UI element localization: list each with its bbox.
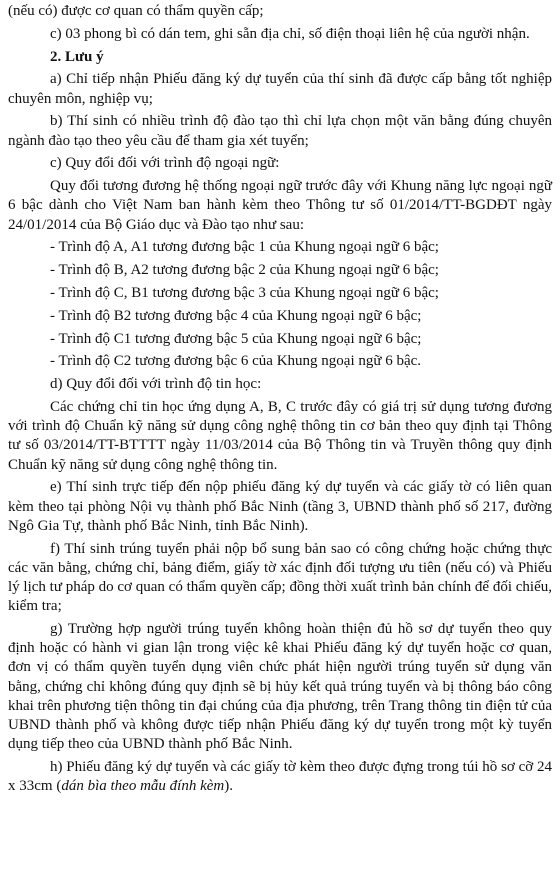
- note-g: g) Trường hợp người trúng tuyển không hoàn thiện đủ hồ sơ dự tuyển theo quy định hoặc có hành vi gian lận trong việc kê khai Phiếu đăng ký dự tuyển hoặc cơ quan, đơn vị có thẩm quyền tuyển dụng viên chức phát hiện người trúng tuyển sử dụng văn bằng, chứng chỉ không đúng quy định sẽ bị hủy kết quả trúng tuyển và bị thông báo công khai trên phương tiện thông tin đại chúng của địa phương, trên Trang thông tin điện tử của UBND thành phố và không được tiếp nhận Phiếu đăng ký dự tuyển trong một kỳ tuyển dụng tiếp theo của UBND thành phố Bắc Ninh.: [8, 620, 552, 753]
- language-level-6: - Trình độ C2 tương đương bậc 6 của Khung ngoại ngữ 6 bậc.: [50, 353, 422, 370]
- language-level-2: - Trình độ B, A2 tương đương bậc 2 của Khung ngoại ngữ 6 bậc;: [50, 262, 439, 279]
- language-level-5: - Trình độ C1 tương đương bậc 5 của Khung ngoại ngữ 6 bậc;: [50, 330, 422, 347]
- language-level-4: - Trình độ B2 tương đương bậc 4 của Khung ngoại ngữ 6 bậc;: [50, 307, 422, 324]
- note-h-end: ).: [224, 778, 233, 795]
- note-c-title: c) Quy đổi đối với trình độ ngoại ngữ:: [50, 155, 280, 172]
- language-level-3: - Trình độ C, B1 tương đương bậc 3 của Khung ngoại ngữ 6 bậc;: [50, 284, 439, 301]
- note-d-title: d) Quy đổi đối với trình độ tin học:: [50, 376, 262, 393]
- note-e: e) Thí sinh trực tiếp đến nộp phiếu đăng ký dự tuyển và các giấy tờ có liên quan kèm theo tại phòng Nội vụ thành phố Bắc Ninh (tầng 3, UBND thành phố số 217, đường Ngô Gia Tự, thành phố Bắc Ninh, tỉnh Bắc Ninh).: [8, 479, 552, 534]
- note-f: f) Thí sinh trúng tuyển phải nộp bổ sung bản sao có công chứng hoặc chứng thực các văn bằng, chứng chỉ, bảng điểm, giấy tờ xác định đối tượng ưu tiên (nếu có) và Phiếu lý lịch tư pháp do cơ quan có thẩm quyền cấp; đồng thời xuất trình bản chính để đối chiếu, kiểm tra;: [8, 540, 552, 615]
- note-b: b) Thí sinh có nhiều trình độ đào tạo thì chỉ lựa chọn một văn bằng đúng chuyên ngành đào tạo theo yêu cầu để tham gia xét tuyển;: [8, 113, 552, 149]
- note-c-intro: Quy đổi tương đương hệ thống ngoại ngữ trước đây với Khung năng lực ngoại ngữ 6 bậc dành cho Việt Nam ban hành kèm theo Thông tư số 01/2014/TT-BGDĐT ngày 24/01/2014 của Bộ Giáo dục và Đào tạo như sau:: [8, 178, 552, 233]
- note-h-italic: dán bìa theo mẫu đính kèm: [61, 778, 225, 795]
- paragraph-continuation: (nếu có) được cơ quan có thẩm quyền cấp;: [8, 3, 264, 19]
- note-a: a) Chỉ tiếp nhận Phiếu đăng ký dự tuyển của thí sinh đã được cấp bằng tốt nghiệp chuyên môn, nghiệp vụ;: [8, 71, 552, 107]
- note-h-text: h) Phiếu đăng ký dự tuyển và các giấy tờ kèm theo được đựng trong túi hồ sơ cỡ 24 x 33cm (: [8, 759, 552, 795]
- language-level-1: - Trình độ A, A1 tương đương bậc 1 của Khung ngoại ngữ 6 bậc;: [50, 239, 439, 256]
- section-heading: 2. Lưu ý: [50, 48, 104, 65]
- note-d-body: Các chứng chỉ tin học ứng dụng A, B, C trước đây có giá trị sử dụng tương đương với trình độ Chuẩn kỹ năng sử dụng công nghệ thông tin cơ bản theo quy định tại Thông tư số 03/2014/TT-BTTTT ngày 11/03/2014 của Bộ Thông tin và Truyền thông quy định Chuẩn kỹ năng sử dụng công nghệ thông tin.: [8, 398, 552, 473]
- note-h: [8, 758, 552, 796]
- paragraph-item-c-envelopes: c) 03 phong bì có dán tem, ghi sẵn địa chỉ, số điện thoại liên hệ của người nhận.: [50, 25, 530, 42]
